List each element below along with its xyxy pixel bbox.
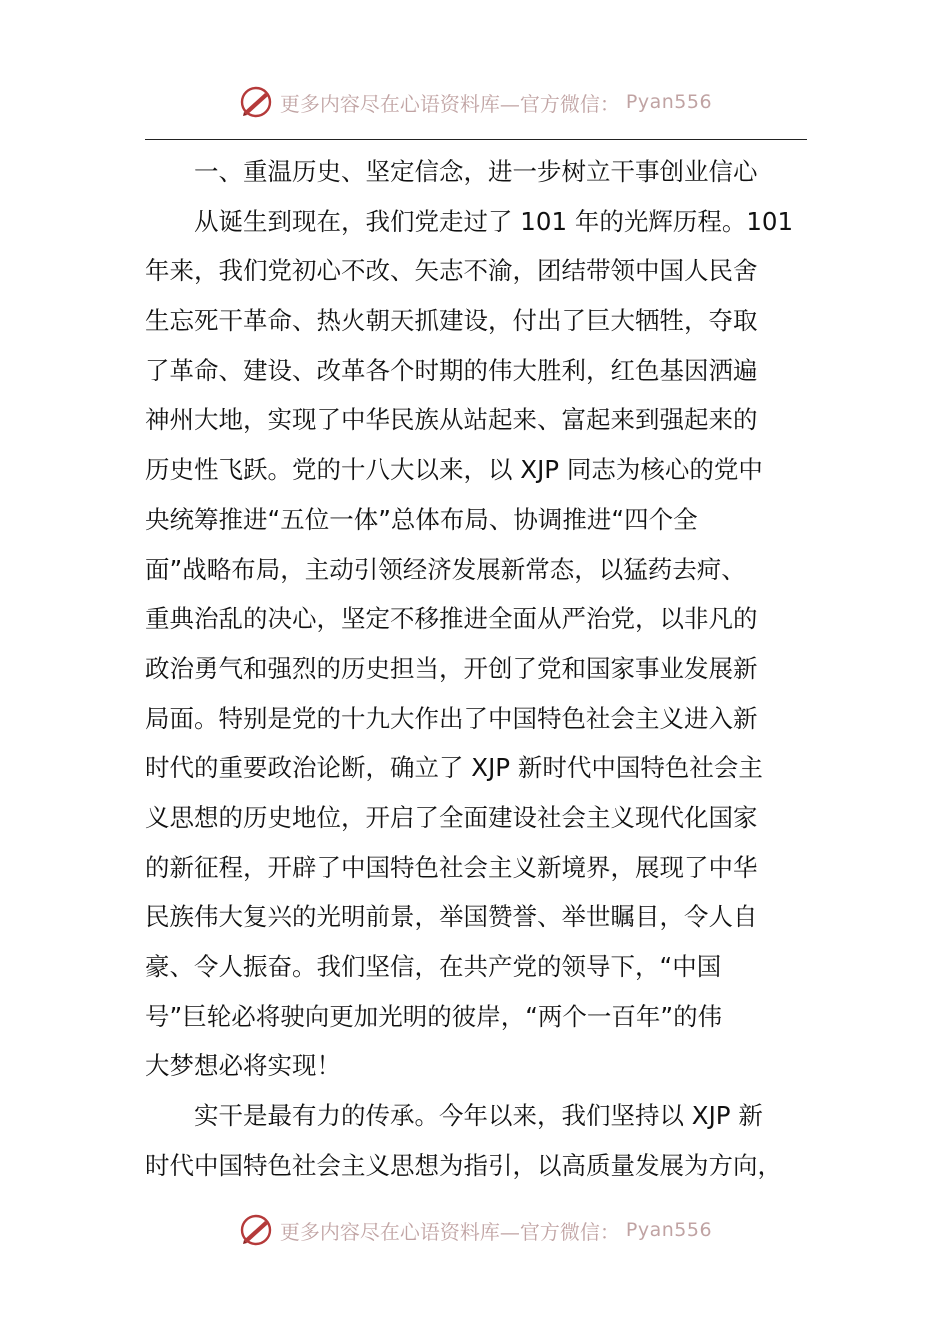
section-heading: 一、重温历史、坚定信念，进一步树立干事创业信心 — [194, 157, 758, 186]
pen-logo-icon — [238, 1212, 274, 1248]
watermark-header — [0, 80, 950, 124]
paragraph-line: 的新征程，开辟了中国特色社会主义新境界，展现了中华 — [145, 852, 758, 882]
watermark-footer — [0, 1208, 950, 1252]
paragraph-line: 时代的重要政治论断，确立了 XJP 新时代中国特色社会主 — [145, 753, 763, 783]
watermark-id: Pyan556 — [625, 91, 713, 113]
watermark-text: 更多内容尽在心语资料库—官方微信： — [279, 1219, 620, 1244]
header-divider — [145, 139, 807, 140]
paragraph-line: 历史性飞跃。党的十八大以来，以 XJP 同志为核心的党中 — [145, 455, 763, 485]
pen-logo-icon — [238, 84, 274, 120]
paragraph-line: 大梦想必将实现！ — [145, 1051, 341, 1081]
document-body — [145, 147, 807, 1190]
paragraph-line: 央统筹推进“五位一体”总体布局、协调推进“四个全 — [145, 504, 698, 534]
paragraph-line: 政治勇气和强烈的历史担当，开创了党和国家事业发展新 — [145, 653, 758, 683]
paragraph-line: 从诞生到现在，我们党走过了 101 年的光辉历程。101 — [194, 206, 794, 236]
paragraph-line: 豪、令人振奋。我们坚信，在共产党的领导下，“中国 — [145, 952, 722, 981]
paragraph-line: 面”战略布局，主动引领经济发展新常态，以猛药去疴、 — [145, 554, 746, 584]
paragraph-line: 生忘死干革命、热火朝天抓建设，付出了巨大牺牲，夺取 — [145, 306, 758, 336]
paragraph-line: 实干是最有力的传承。今年以来，我们坚持以 XJP 新 — [194, 1101, 763, 1131]
watermark-id: Pyan556 — [625, 1219, 713, 1241]
paragraph-line: 神州大地，实现了中华民族从站起来、富起来到强起来的 — [145, 405, 758, 435]
paragraph-line: 民族伟大复兴的光明前景，举国赞誉、举世瞩目，令人自 — [145, 902, 758, 932]
paragraph-line: 了革命、建设、改革各个时期的伟大胜利，红色基因洒遍 — [145, 355, 758, 385]
watermark-text: 更多内容尽在心语资料库—官方微信： — [279, 91, 620, 116]
paragraph-line: 义思想的历史地位，开启了全面建设社会主义现代化国家 — [145, 802, 758, 832]
paragraph-line: 号”巨轮必将驶向更加光明的彼岸，“两个一百年”的伟 — [145, 1001, 723, 1031]
paragraph-line: 局面。特别是党的十九大作出了中国特色社会主义进入新 — [145, 703, 758, 733]
paragraph-line: 重典治乱的决心，坚定不移推进全面从严治党，以非凡的 — [145, 604, 758, 634]
paragraph-line: 年来，我们党初心不改、矢志不渝，团结带领中国人民舍 — [145, 256, 758, 286]
paragraph-line: 时代中国特色社会主义思想为指引，以高质量发展为方向， — [145, 1150, 782, 1180]
